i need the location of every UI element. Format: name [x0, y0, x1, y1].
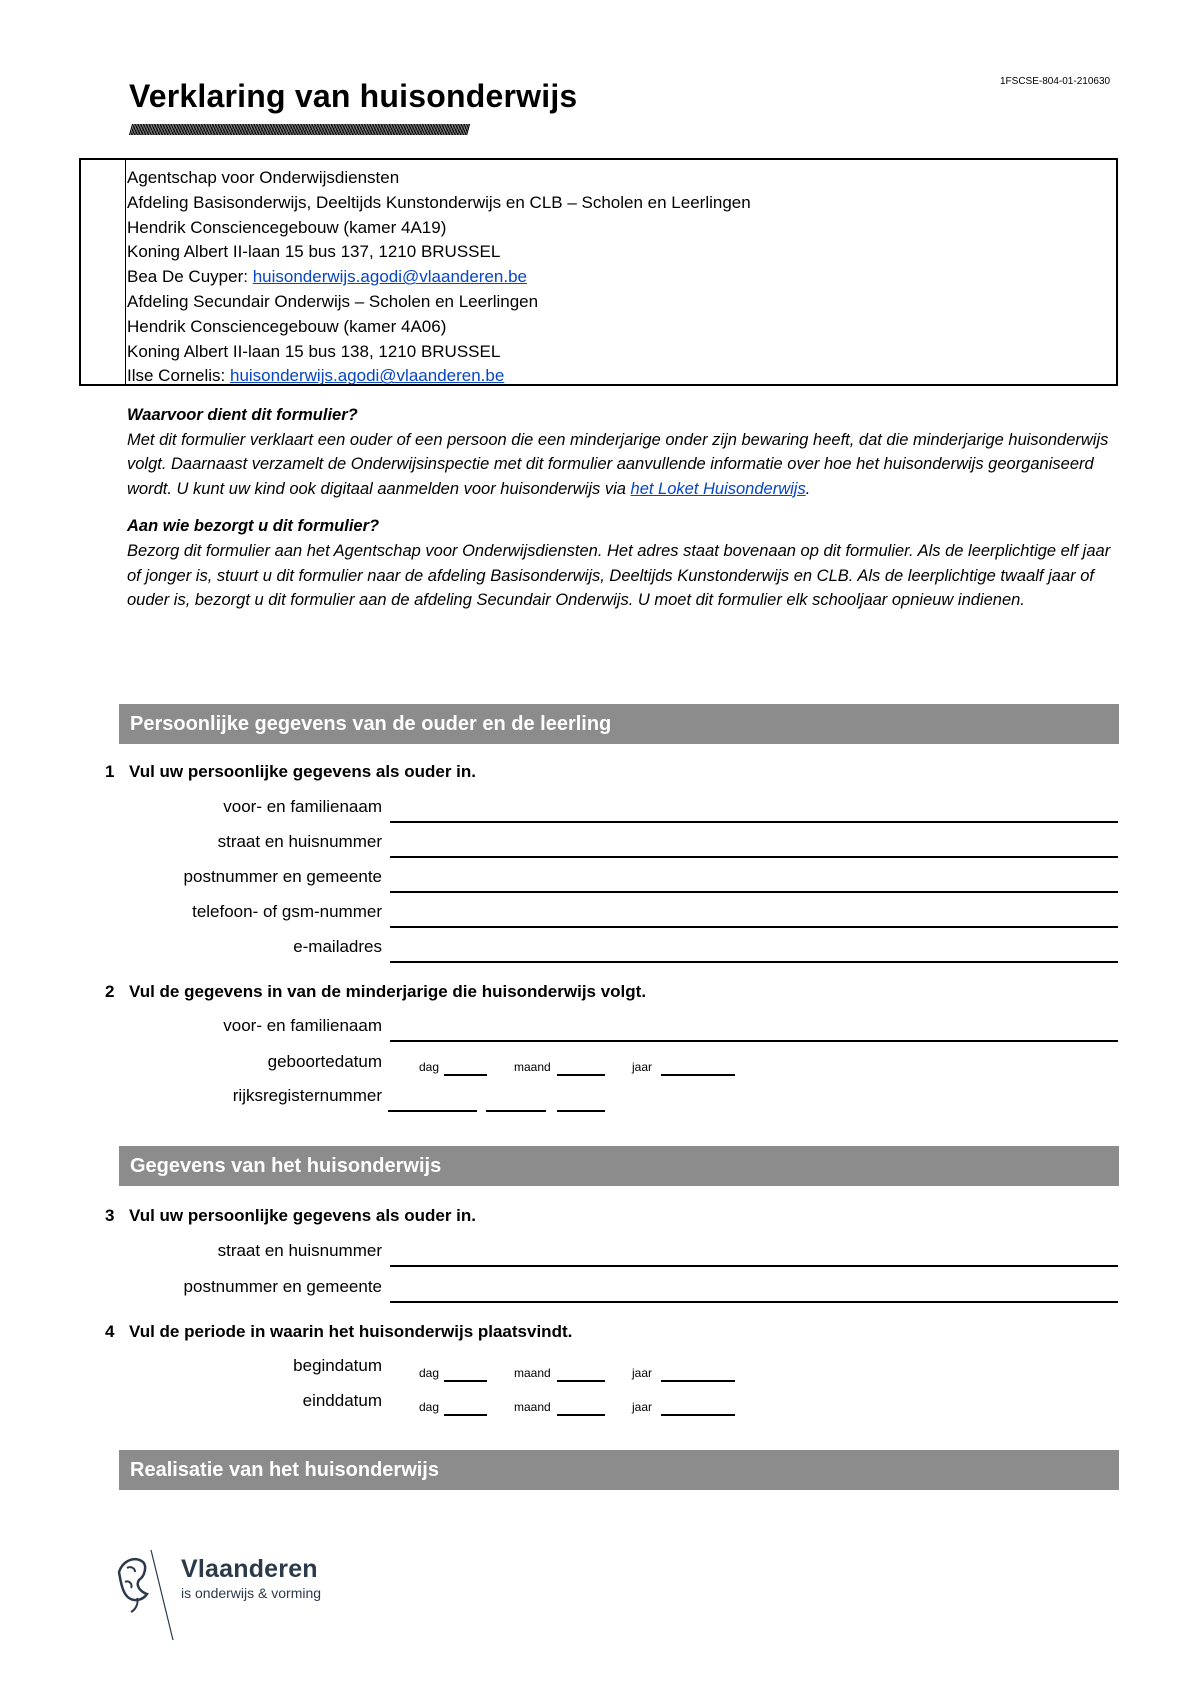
address-line: Agentschap voor Onderwijsdiensten: [127, 168, 400, 187]
day-label: dag: [419, 1400, 440, 1414]
intro-period: .: [805, 479, 811, 498]
page-title: Verklaring van huisonderwijs: [129, 78, 578, 114]
address-line: Hendrik Consciencegebouw (kamer 4A19): [127, 217, 447, 237]
day-label: dag: [419, 1060, 440, 1074]
question-text: Vul de periode in waarin het huisonderwijs plaatsvindt.: [129, 1322, 573, 1341]
home-street-input[interactable]: [390, 1265, 1118, 1267]
section-header-personal: Persoonlijke gegevens van de ouder en de leerling: [119, 704, 1119, 744]
footer-brand: [181, 1555, 321, 1601]
field-label: telefoon- of gsm-nummer: [192, 902, 382, 921]
contact-line: [127, 265, 751, 290]
parent-name-input[interactable]: [390, 821, 1118, 823]
intro-paragraph: Bezorg dit formulier aan het Agentschap voor Onderwijsdiensten. Het adres staat bovenaan op dit formulier. Als de leerplichtige elf jaar of jonger is, stuurt u dit formulier naar de afdeling Basisonderwijs, Deeltijds Kunstonderwijs en CLB. Als de leerplichtige twaalf jaar of ouder is, bezorgt u dit formulier aan de afdeling Secundair Onderwijs. U moet dit formulier elk schooljaar opnieuw indienen.: [127, 541, 1111, 610]
address-box-margin: [81, 160, 126, 384]
loket-link[interactable]: het Loket Huisonderwijs: [630, 479, 806, 498]
parent-postcode-input[interactable]: [390, 891, 1118, 893]
flemish-lion-logo: [113, 1542, 187, 1642]
start-month-input[interactable]: [557, 1380, 605, 1382]
year-label: jaar: [632, 1060, 653, 1074]
rrn-part1-input[interactable]: [388, 1110, 477, 1112]
field-label: einddatum: [302, 1391, 382, 1410]
field-label: voor- en familienaam: [223, 797, 382, 816]
question-number: 4: [105, 1322, 115, 1341]
parent-phone-input[interactable]: [390, 926, 1118, 928]
brand-tagline: is onderwijs & vorming: [181, 1585, 322, 1601]
home-postcode-input[interactable]: [390, 1301, 1118, 1303]
end-day-input[interactable]: [444, 1414, 487, 1416]
address-line: Afdeling Secundair Onderwijs – Scholen en Leerlingen: [127, 291, 539, 311]
parent-email-input[interactable]: [390, 961, 1118, 963]
contact-name: Bea De Cuyper:: [127, 267, 253, 287]
field-label: postnummer en gemeente: [183, 1277, 382, 1296]
month-label: maand: [514, 1060, 551, 1074]
rrn-part3-input[interactable]: [557, 1110, 605, 1112]
title-separator: ////////////////////////////////////////////////////////////////////////////////////////////////////////////////////////////////////////////////////////////////////////////////////////////////////////////////////////: [129, 122, 468, 139]
intro-heading: Waarvoor dient dit formulier?: [127, 406, 358, 424]
question-number: 1: [105, 762, 115, 781]
address-block: [127, 166, 751, 389]
contact-email-link[interactable]: huisonderwijs.agodi@vlaanderen.be: [229, 366, 505, 386]
field-label: voor- en familienaam: [223, 1016, 382, 1035]
address-line: Afdeling Basisonderwijs, Deeltijds Kunstonderwijs en CLB – Scholen en Leerlingen: [127, 192, 751, 212]
child-name-input[interactable]: [390, 1040, 1118, 1042]
month-label: maand: [514, 1400, 551, 1414]
intro-paragraph: Met dit formulier verklaart een ouder of een persoon die een minderjarige onder zijn bewaring heeft, dat die minderjarige huisonderwijs volgt. Daarnaast verzamelt de Onderwijsinspectie met dit formulier aanvullende informatie over hoe het huisonderwijs georganiseerd wordt. U kunt uw kind ook digitaal aanmelden voor huisonderwijs via: [127, 430, 1109, 498]
contact-email-link[interactable]: huisonderwijs.agodi@vlaanderen.be: [252, 267, 528, 287]
question-text: Vul uw persoonlijke gegevens als ouder in.: [129, 762, 477, 781]
address-line: Hendrik Consciencegebouw (kamer 4A06): [127, 316, 447, 336]
birth-month-input[interactable]: [557, 1074, 605, 1076]
brand-name: Vlaanderen: [181, 1555, 318, 1583]
field-label: postnummer en gemeente: [183, 867, 382, 886]
section-header-realisation: Realisatie van het huisonderwijs: [119, 1450, 1119, 1490]
year-label: jaar: [632, 1366, 653, 1380]
question-text: Vul de gegevens in van de minderjarige die huisonderwijs volgt.: [129, 982, 647, 1001]
end-month-input[interactable]: [557, 1414, 605, 1416]
intro-heading: Aan wie bezorgt u dit formulier?: [127, 517, 380, 536]
day-label: dag: [419, 1366, 440, 1380]
year-label: jaar: [632, 1400, 653, 1414]
end-year-input[interactable]: [661, 1414, 735, 1416]
section-header-homeschool: Gegevens van het huisonderwijs: [119, 1146, 1119, 1186]
field-label: straat en huisnummer: [217, 1241, 382, 1260]
birth-year-input[interactable]: [661, 1074, 735, 1076]
form-code: 1FSCSE-804-01-210630: [1000, 76, 1111, 87]
field-label: begindatum: [293, 1356, 382, 1375]
contact-line: [127, 364, 751, 389]
contact-name: Ilse Cornelis:: [127, 366, 230, 386]
start-year-input[interactable]: [661, 1380, 735, 1382]
intro-text: [127, 403, 1112, 626]
month-label: maand: [514, 1366, 551, 1380]
rrn-part2-input[interactable]: [486, 1110, 546, 1112]
address-line: Koning Albert II-laan 15 bus 138, 1210 BRUSSEL: [127, 341, 501, 361]
start-day-input[interactable]: [444, 1380, 487, 1382]
field-label: e-mailadres: [293, 937, 382, 956]
question-text: Vul uw persoonlijke gegevens als ouder in.: [129, 1206, 477, 1225]
parent-street-input[interactable]: [390, 856, 1118, 858]
birth-day-input[interactable]: [444, 1074, 487, 1076]
field-label: geboortedatum: [267, 1052, 382, 1071]
question-number: 3: [105, 1206, 115, 1225]
question-number: 2: [105, 982, 115, 1001]
address-line: Koning Albert II-laan 15 bus 137, 1210 BRUSSEL: [127, 242, 501, 262]
field-label: rijksregisternummer: [232, 1086, 382, 1105]
field-label: straat en huisnummer: [217, 832, 382, 851]
